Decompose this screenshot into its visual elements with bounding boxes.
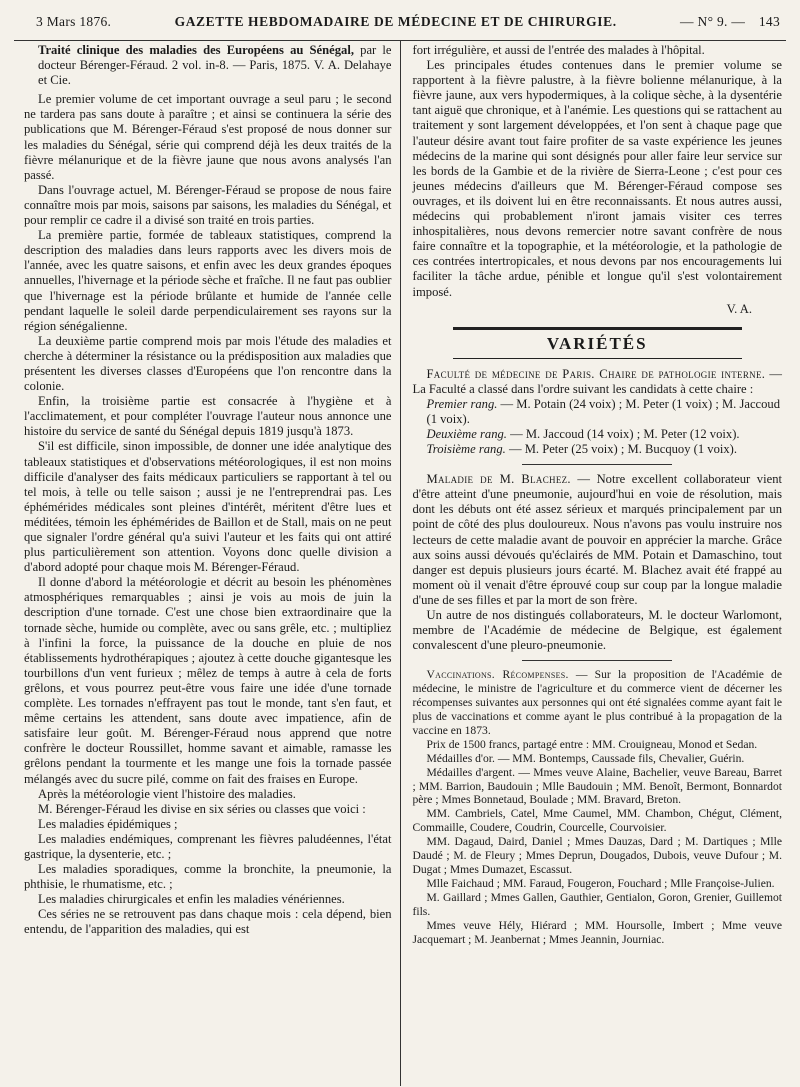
paragraph: Dans l'ouvrage actuel, M. Bérenger-Féraud se propose de nous faire connaître mois par mois, saisons par saisons, les maladies du Sénégal, et pour remplir ce cadre il a divisé son traité en trois parties. xyxy=(24,182,392,228)
award-entry: MM. Cambriels, Catel, Mme Caumel, MM. Chambon, Chégut, Clément, Commaille, Coudere, Coudrin, Courcelle, Courvoisier. xyxy=(412,807,782,835)
page-number: 143 xyxy=(758,14,780,29)
section-title: VARIÉTÉS xyxy=(546,333,648,353)
rank-label: Premier rang. xyxy=(426,396,498,411)
paragraph: Il donne d'abord la météorologie et décrit au besoin les phénomènes atmosphériques remarquables ; ainsi je vois au mois de juin la description d'une tornade. C'est une chose bien extraordinaire que la tornade sèche, humide ou complète, avec ou sans grêle, etc. ; multipliez à l'infini la force, la puissance de la douche en pluie de nos établissements hydrothérapiques ; ajoutez à cette douche gigantesque les tourbillons d'un vent furieux ; mêlez de temps à autre à cela de forts grêlons, et vous pourrez peut-être vous faire une idée d'une tornade complète. Les tornades n'effrayent pas tout le monde, tant s'en faut, et même certains les attendent, sans doute avec impatience, afin de satisfaire leur goût. M. Bérenger-Féraud nous apprend que notre confrère le docteur Roussillet, homme savant et aimable, ramasse les grêlons pendant la tourmente et les mange une fois la tornade passée mélangés avec du sucre pilé, comme on fait des fraises en Europe. xyxy=(24,575,392,786)
rank-label: Troisième rang. xyxy=(426,442,506,457)
paragraph: Enfin, la troisième partie est consacrée à l'hygiène et à l'acclimatement, et pour compléter l'ouvrage l'auteur nous annonce une histoire du service de santé du Sénégal depuis 1819 jusqu'à 1873. xyxy=(24,394,392,439)
rank-label: Deuxième rang. xyxy=(426,426,507,441)
award-entry: Mlle Faichaud ; MM. Faraud, Fougeron, Fouchard ; Mlle Françoise-Julien. xyxy=(426,876,775,890)
rank-text: — M. Potain (24 voix) ; M. Peter (1 voix) ; M. Jaccoud (1 voix). xyxy=(426,396,781,426)
notice-text: — Notre excellent collaborateur vient d'être atteint d'une pneumonie, aujourd'hui en voie de résolution, mais dont les débuts ont été assez sérieux et marqués principalement par un point de côté des plus douloureux. Nous n'avons pas voulu instruire nos lecteurs de cette maladie avant de pouvoir en apprécier la marche. Grâce aux soins aussi dévoués qu'éclairés de MM. Potain et Damaschino, tout danger est depuis plusieurs jours écarté. M. Blachez avait été frappé au moment où il venait d'être éprouvé coup sur coup par la longue maladie d'une de ses filles et par la mort de son frère. xyxy=(412,472,782,607)
notice-text: — La Faculté a classé dans l'ordre suivant les candidats à cette chaire : xyxy=(412,366,782,396)
paragraph: La deuxième partie comprend mois par mois l'étude des maladies et cherche à déterminer la résistance ou la prédisposition aux maladies que présentent les diverses classes d'Européens que l'on rencontre dans la colonie. xyxy=(24,333,392,394)
notice-text: — Sur la proposition de l'Académie de médecine, le ministre de l'agriculture et du commerce vient de décerner les récompenses suivantes aux personnes qui ont été signalées comme ayant fait le plus de vaccinations et comme ayant le plus contribué à la propagation de la vaccine en 1873. xyxy=(412,668,782,737)
book-review-heading xyxy=(24,43,392,88)
two-column-body xyxy=(14,41,786,1086)
list-item: Les maladies endémiques, comprenant les fièvres paludéennes, l'état gastrique, la dysenterie, etc. ; xyxy=(24,831,392,861)
paragraph: Ces séries ne se retrouvent pas dans chaque mois : cela dépend, bien entendu, de l'apparition des maladies, qui est xyxy=(24,907,392,937)
issue-number: — N° 9. — xyxy=(680,14,746,29)
divider xyxy=(453,358,743,359)
paragraph: Le premier volume de cet important ouvrage a seul paru ; le second ne tardera pas sans doute à paraître ; et ainsi se continuera la série des publications que M. Bérenger-Féraud s'est proposé de nous donner sur les maladies du Sénégal, série qui comprend déjà les deux traités de la fièvre mélanurique et de la fièvre jaune que nous avons analysés l'an passé. xyxy=(24,92,392,182)
vaccination-awards xyxy=(413,668,783,946)
divider xyxy=(522,464,672,465)
issue-number-and-page xyxy=(680,14,780,30)
rank-entry xyxy=(413,427,783,442)
paragraph: La première partie, formée de tableaux statistiques, comprend la description des maladies dans leurs rapports avec les divers mois de l'année, avec les quatre saisons, et enfin avec les deux grandes époques annuelles, l'hivernage et la période sèche et fraîche. Il ne faut pas oublier que l'hivernage est la période brûlante et humide de l'année celle pendant laquelle le soleil darde perpendiculairement ses rayons sur la région sénégalienne. xyxy=(24,228,392,333)
paragraph: M. Bérenger-Féraud les divise en six séries ou classes que voici : xyxy=(38,801,366,816)
list-item: Les maladies chirurgicales et enfin les maladies vénériennes. xyxy=(38,892,345,907)
notice-lead: Maladie de M. Blachez. xyxy=(426,472,571,487)
award-entry: MM. Dagaud, Daird, Daniel ; Mmes Dauzas, Dard ; M. Dartiques ; Mlle Daudé ; M. de Fleury ; Mmes Deprun, Dougados, Dubois, veuve Dufour ; M. Dugat ; Mmes Dumazet, Escassut. xyxy=(412,835,782,876)
faculte-notice xyxy=(413,367,783,397)
review-title: Traité clinique des maladies des Européens au Sénégal, xyxy=(38,43,354,57)
review-body xyxy=(24,92,392,937)
list-item: Les maladies épidémiques ; xyxy=(38,816,178,831)
rank-text: — M. Peter (25 voix) ; M. Bucquoy (1 voix). xyxy=(505,442,738,457)
rank-entry xyxy=(413,397,783,427)
divider xyxy=(522,660,672,661)
vaccination-notice xyxy=(413,668,783,738)
award-entry: Mmes veuve Hély, Hiérard ; MM. Hoursolle, Imbert ; Mme veuve Jacquemart ; M. Jeanbernat ; Mmes Jeannin, Journiac. xyxy=(412,918,782,946)
issue-date: 3 Mars 1876. xyxy=(36,14,112,29)
running-head xyxy=(14,0,786,41)
blachez-notice xyxy=(413,472,783,608)
paragraph: Les principales études contenues dans le premier volume se rapportent à la fièvre palustre, à la fièvre bolienne mélanurique, à la fièvre jaune, aux vers hypodermiques, à la colique sèche, à la dysentérie tant aiguë que chronique, et à l'anémie. Les questions qui se rattachent au traitement y sont largement développées, et l'on sent à chaque page que l'auteur désire avant tout faire profiter de sa vaste expérience les jeunes médecins de la marine qui sont désignés pour aller faire leur service sur les bords de la Gambie et de la rivière de Sierra-Leone ; c'est pour ces jeunes médecins d'ailleurs que M. Bérenger-Féraud compose ses ouvrages, et ils doivent lui en être reconnaissants. Et nous autres aussi, médecins qui probablement n'iront jamais visiter ces terres inhospitalières, nous devons remercier notre savant confrère de nous faire connaître et la topographie, et la météorologie, et la pathologie de ces contrées intertropicales, et nous devons par nos encouragements lui faciliter la tâche ardue, pénible et longue qu'il s'est volontairement imposé. xyxy=(412,58,782,299)
review-meta: par le docteur Bérenger-Féraud. 2 vol. in-8. — Paris, 1875. V. A. Delahaye et Cie. xyxy=(38,43,392,88)
rank-entry xyxy=(413,442,783,457)
award-entry: Médailles d'or. — MM. Bontemps, Caussade fils, Chevalier, Guérin. xyxy=(426,751,745,765)
paragraph: fort irrégulière, et aussi de l'entrée des malades à l'hôpital. xyxy=(412,43,705,57)
notice-lead: Vaccinations. Récompenses. xyxy=(426,668,569,682)
award-entry: Prix de 1500 francs, partagé entre : MM. Crouigneau, Monod et Sedan. xyxy=(426,737,758,751)
paragraph: S'il est difficile, sinon impossible, de donner une idée analytique des tableaux statistiques et d'observations météorologiques, il est non moins difficile d'analyser des faits médicaux particuliers se rapportant à tel ou tel mois, à telle ou telle saison ; aussi je ne l'entreprendrai pas. Les éphémérides médicales sont pleines d'intérêt, méritent d'être lues et méditées, témoin les éphémérides de Baillon et de Stall, mais on ne peut que signaler l'ordre général qu'a suivi l'auteur et les faits qui ont attiré plus particulièrement son attention. Voyons donc quelle division a d'abord adopté pour chaque mois M. Bérenger-Féraud. xyxy=(24,439,392,575)
paragraph: Après la météorologie vient l'histoire des maladies. xyxy=(38,786,296,801)
left-column xyxy=(14,41,400,1086)
right-column xyxy=(401,41,787,1086)
notice-lead: Faculté de médecine de Paris. Chaire de pathologie interne. xyxy=(426,366,766,381)
warlomont-notice: Un autre de nos distingués collaborateurs, M. le docteur Warlomont, membre de l'Académie de médecine de Belgique, est également convalescent d'une pleuro-pneumonie. xyxy=(412,608,782,653)
divider xyxy=(453,327,743,330)
journal-title: GAZETTE HEBDOMADAIRE DE MÉDECINE ET DE CHIRURGIE. xyxy=(174,14,617,29)
award-entry: M. Gaillard ; Mmes Gallen, Gauthier, Gentialon, Goron, Grenier, Guillemot fils. xyxy=(412,890,782,918)
list-item: Les maladies sporadiques, comme la bronchite, la pneumonie, la phthisie, le rhumatisme, etc. ; xyxy=(24,862,392,892)
varietes-section-header xyxy=(413,327,783,359)
award-entry: Médailles d'argent. — Mmes veuve Alaine, Bachelier, veuve Bareau, Barret ; MM. Barrion, Baudouin ; Mlle Baudouin ; MM. Benoît, Bermont, Bonnardot père ; Mmes Bonnetaud, Boulade ; MM. Bravard, Breton. xyxy=(412,765,782,807)
rank-text: — M. Jaccoud (14 voix) ; M. Peter (12 voix). xyxy=(506,426,740,441)
review-signature: V. A. xyxy=(726,301,752,316)
